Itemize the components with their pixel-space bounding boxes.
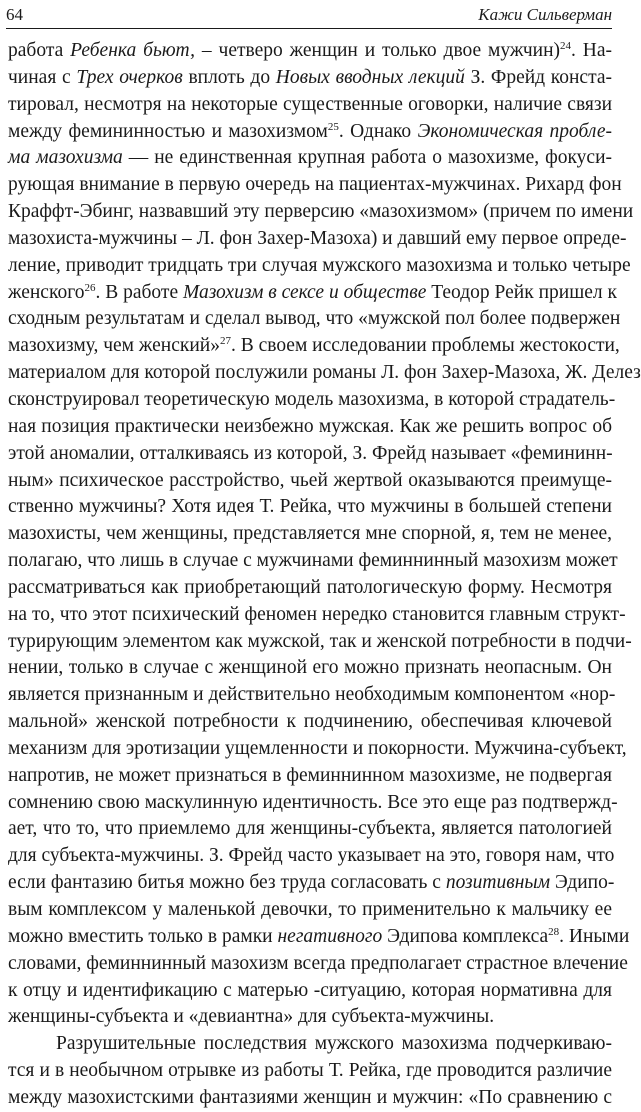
text-line <box>8 468 612 495</box>
text-line <box>8 306 621 333</box>
text-run: между фемининностью и мазохизмом <box>8 120 328 142</box>
text-run: Эдипова комплекса <box>382 925 549 947</box>
text-run: . Иными <box>559 925 630 947</box>
text-line <box>8 870 615 897</box>
text-line <box>8 602 626 629</box>
text-run: можно вместить только в рамки <box>8 925 278 947</box>
text-run: сходным результатам и сделал вывод, что «мужской пол более подвержен <box>8 308 621 330</box>
text-run: полагаю, что лишь в случае с мужчинами феминнинный мазохизм может <box>8 550 618 572</box>
text-run: вым комплексом у маленькой девочки, то применительно к мальчику ее <box>8 899 612 920</box>
text-line <box>8 414 612 441</box>
text-line <box>8 575 612 602</box>
running-head <box>6 4 612 26</box>
body-text <box>8 38 641 1112</box>
text-run: женского <box>8 281 85 303</box>
italic-title: Трех очерков <box>76 66 183 88</box>
text-run: . В работе <box>95 281 183 303</box>
text-line <box>8 1004 612 1031</box>
text-line <box>8 172 622 199</box>
text-line <box>8 736 627 763</box>
text-line <box>8 360 641 387</box>
text-line <box>8 682 616 709</box>
header-rule <box>6 28 612 29</box>
text-run: Разрушительные последствия мужского мазохизма подчеркиваю- <box>56 1033 612 1055</box>
text-run: напротив, не может признаться в феминнинном мазохизме, не подвергая <box>8 764 612 786</box>
text-line <box>8 65 612 92</box>
text-line <box>8 655 612 682</box>
text-run: является признанным и действительно необходимым компонентом «нор- <box>8 684 616 706</box>
text-line <box>8 494 612 521</box>
text-run: ает, что то, что приемлемо для женщины-субъекта, является патологией <box>8 818 612 840</box>
text-line <box>8 1031 612 1058</box>
text-run: чиная с <box>8 66 77 88</box>
text-run: вплоть до <box>182 66 276 88</box>
text-line <box>8 199 634 226</box>
text-line <box>8 521 612 548</box>
italic-title: Ребенка бьют, <box>70 40 196 61</box>
text-run: сконструировал теоретическую модель мазохизма, в которой страдатель- <box>8 388 616 410</box>
text-line <box>8 280 617 307</box>
text-run: Теодор Рейк пришел к <box>426 281 617 303</box>
text-run: ная позиция практически неизбежно мужская. Как же решить вопрос об <box>8 415 612 437</box>
text-line <box>8 629 632 656</box>
text-line <box>8 816 612 843</box>
text-run: работа <box>8 40 71 61</box>
italic-title: Новых вводных лекций <box>275 66 465 88</box>
text-run: – четверо женщин и только двое мужчин) <box>195 40 561 61</box>
italic-title: Мазохизм в сексе и обществе <box>182 281 427 303</box>
footnote-ref: 28 <box>548 925 560 938</box>
text-run: механизм для эротизации ущемленности и покорности. Мужчина-субъект, <box>8 737 627 759</box>
italic-title: Экономическая пробле- <box>417 120 612 142</box>
text-line <box>8 897 612 924</box>
text-line <box>8 951 628 978</box>
text-line <box>8 119 612 146</box>
text-line <box>8 763 612 790</box>
text-line <box>8 978 612 1005</box>
text-run: ление, приводит тридцать три случая мужского мазохизма и только четыре <box>8 254 631 276</box>
text-line <box>8 145 612 172</box>
text-run: мазохисты, чем женщины, представляется мне спорной, я, тем не менее, <box>8 523 612 545</box>
text-line <box>8 548 618 575</box>
running-title: Кажи Сильверман <box>478 5 612 24</box>
text-run: на то, что этот психический феномен нередко становится главным структ- <box>8 603 626 625</box>
text-run: тировал, несмотря на некоторые существенные оговорки, наличие связи <box>8 93 612 115</box>
text-run: З. Фрейд конста- <box>464 66 612 88</box>
text-run: мазохиста-мужчины – Л. фон Захер-Мазоха) и давший ему первое опреде- <box>8 227 627 249</box>
text-run: между мазохистскими фантазиями женщин и мужчин: «По сравнению с <box>8 1086 612 1108</box>
text-run: — не единственная крупная работа о мазохизме, фокуси- <box>122 147 613 169</box>
text-line <box>8 92 612 119</box>
footnote-ref: 24 <box>560 40 572 52</box>
text-run: если фантазию битья можно без труда согласовать с <box>8 872 446 894</box>
text-line <box>8 441 612 468</box>
paragraph <box>8 38 641 1031</box>
text-line <box>8 1085 612 1112</box>
text-line <box>8 924 630 951</box>
footnote-ref: 25 <box>327 120 339 133</box>
text-run: Эдипо- <box>550 872 615 894</box>
text-run: рассматриваться как приобретающий патологическую форму. Несмотря <box>8 576 612 598</box>
text-line <box>8 1058 612 1085</box>
italic-title: негативного <box>277 925 383 947</box>
italic-title: позитивным <box>445 872 551 894</box>
text-run: . На- <box>571 40 613 61</box>
text-line <box>8 790 618 817</box>
text-run: ственно мужчины? Хотя идея Т. Рейка, что мужчины в большей степени <box>8 496 612 518</box>
text-run: женщины-субъекта и «девиантна» для субъекта-мужчины. <box>8 1006 495 1028</box>
text-run: тся и в необычном отрывке из работы Т. Рейка, где проводится различие <box>8 1060 612 1082</box>
text-run: рующая внимание в первую очередь на пациентах-мужчинах. Рихард фон <box>8 174 622 196</box>
text-line <box>8 709 612 736</box>
text-run: . Однако <box>338 120 418 142</box>
text-run: сомнению свою маскулинную идентичность. Все это еще раз подтвержд- <box>8 791 618 813</box>
italic-title: ма мазохизма <box>8 147 123 169</box>
footnote-ref: 26 <box>84 281 96 294</box>
text-run: . В своем исследовании проблемы жестокости, <box>230 335 620 357</box>
text-line <box>8 387 616 414</box>
footnote-ref: 27 <box>219 335 231 348</box>
text-run: нении, только в случае с женщиной его можно признать неопасным. Он <box>8 657 612 679</box>
text-run: мальной» женской потребности к подчинению, обеспечивая ключевой <box>8 711 612 733</box>
paragraph <box>8 1031 612 1112</box>
text-line <box>8 253 631 280</box>
text-line <box>8 38 612 65</box>
text-line <box>8 843 615 870</box>
text-run: Краффт-Эбинг, назвавший эту перверсию «мазохизмом» (причем по имени <box>8 201 634 223</box>
text-run: для субъекта-мужчины. З. Фрейд часто указывает на это, говоря нам, что <box>8 845 615 867</box>
text-run: этой аномалии, отталкиваясь из которой, З. Фрейд называет «фемининн- <box>8 442 613 464</box>
text-line <box>8 226 627 253</box>
text-run: мазохизму, чем женский» <box>8 335 220 357</box>
text-run: словами, феминнинный мазохизм всегда предполагает страстное влечение <box>8 952 628 974</box>
page-number: 64 <box>6 5 23 24</box>
text-run: к отцу и идентификацию с матерью -ситуацию, которая нормативна для <box>8 979 612 1001</box>
text-run: турирующим элементом как мужской, так и женской потребности в подчи- <box>8 630 632 652</box>
text-line <box>8 333 620 360</box>
text-run: ным» психическое расстройство, чьей жертвой оказываются преимуще- <box>8 469 612 491</box>
text-run: материалом для которой послужили романы Л. фон Захер-Мазоха, Ж. Делез <box>8 362 641 384</box>
